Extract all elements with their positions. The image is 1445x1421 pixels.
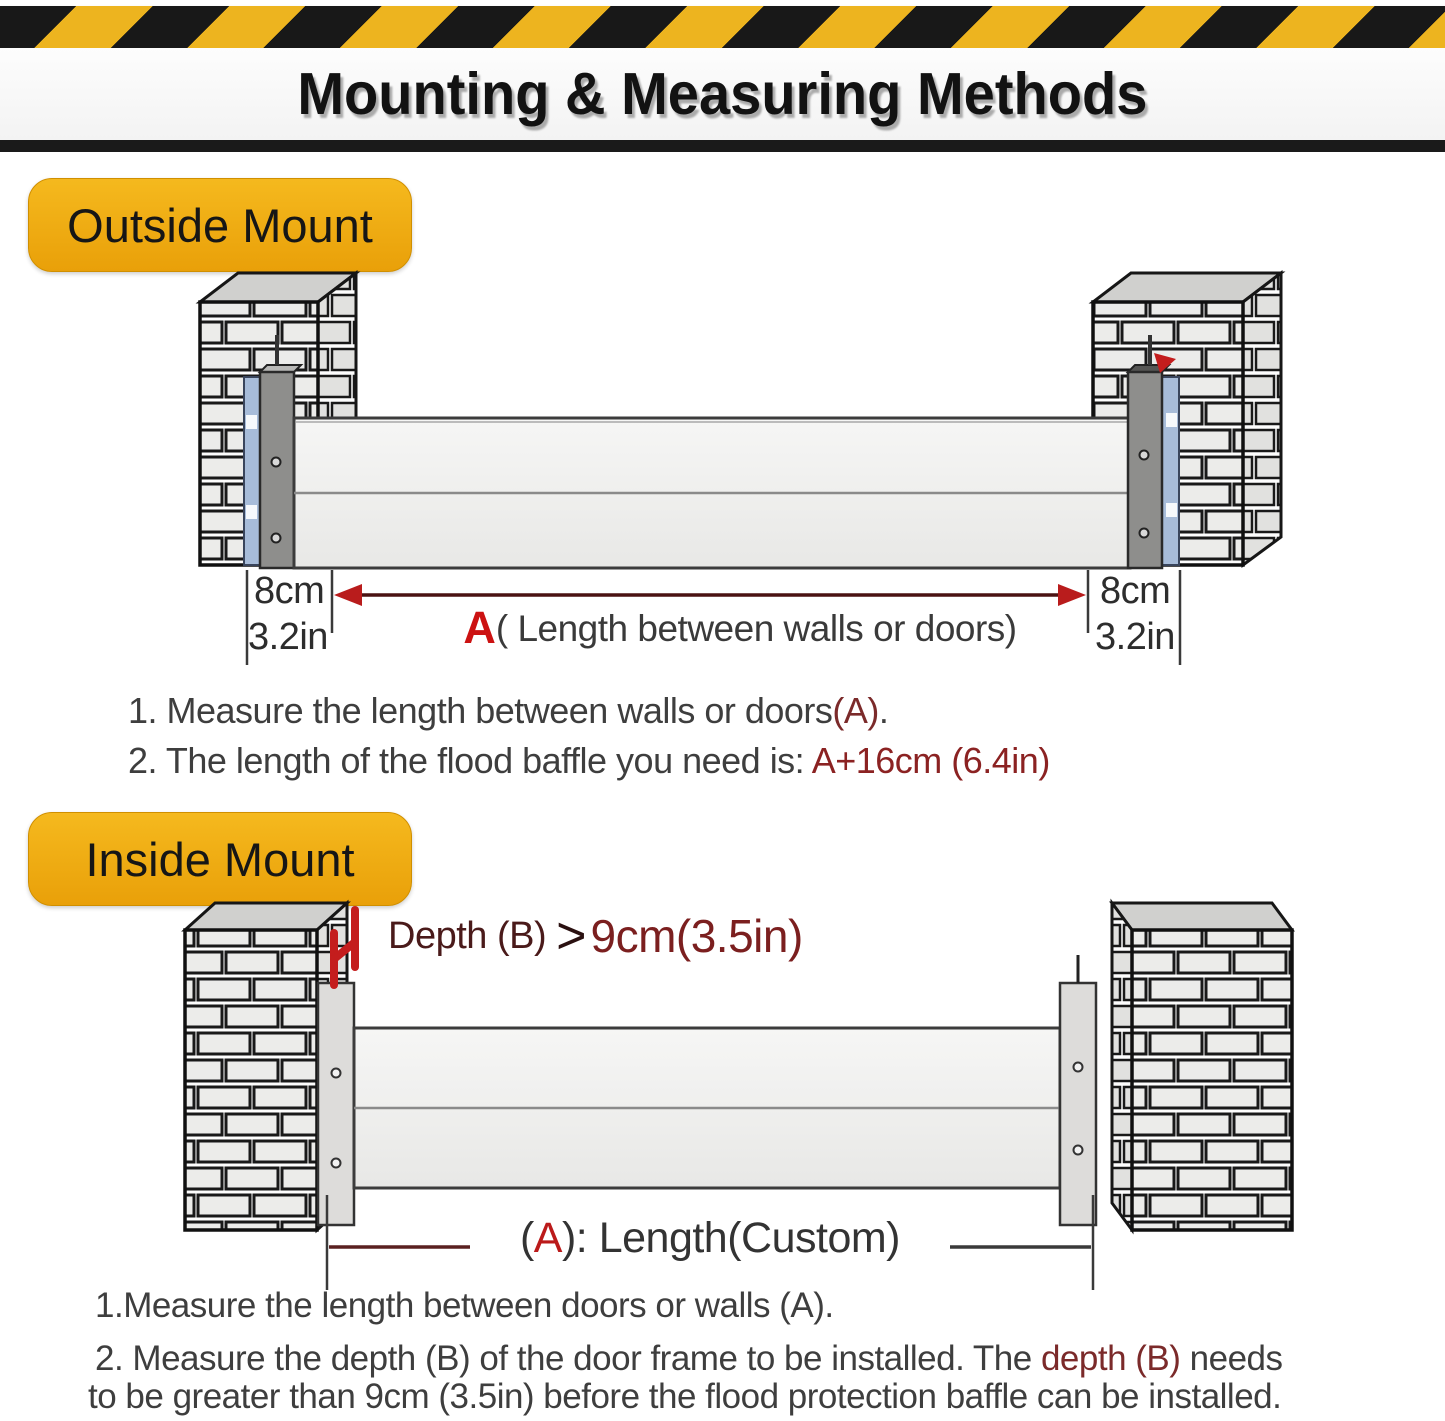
inside-step-1: 1.Measure the length between doors or walls (A). (95, 1286, 834, 1325)
inside-right-pillar (1112, 903, 1292, 1230)
span-length-accent: A (463, 602, 496, 653)
title-divider-bar (0, 140, 1445, 152)
inside-step-2-text: 2. Measure the depth (B) of the door frame to be installed. The (95, 1339, 1041, 1378)
greater-than-sign: > (556, 907, 587, 965)
hazard-stripe-banner (0, 6, 1445, 48)
inside-step-2 (95, 1339, 1283, 1379)
inside-mount-badge (28, 812, 412, 906)
custom-length-label (327, 1214, 1093, 1263)
outside-step-1-end: . (878, 690, 889, 731)
left-overlap-cm: 8cm (254, 570, 325, 612)
right-overlap-cm: 8cm (1100, 570, 1171, 612)
outside-flood-barrier (294, 418, 1130, 568)
page-title: Mounting & Measuring Methods (297, 61, 1148, 127)
outside-step-2-text: 2. The length of the flood baffle you need is: (128, 740, 812, 781)
outside-step-2-accent: A+16cm (6.4in) (811, 740, 1050, 781)
depth-label (388, 906, 803, 966)
inside-left-post (318, 983, 354, 1225)
inside-step-2-accent: depth (B) (1040, 1339, 1181, 1378)
right-overlap-in: 3.2in (1095, 616, 1175, 658)
outside-mount-badge (28, 178, 412, 272)
inside-right-post (1060, 955, 1096, 1225)
depth-label-value: 9cm(3.5in) (590, 910, 803, 962)
outside-step-1 (128, 690, 888, 732)
custom-length-accent: A (533, 1214, 562, 1262)
inside-flood-barrier (354, 1028, 1060, 1188)
inside-step-2-end: needs (1180, 1339, 1283, 1378)
inside-mount-badge-label: Inside Mount (85, 832, 355, 886)
outside-step-1-text: 1. Measure the length between walls or doors (128, 690, 833, 731)
custom-length-open: ( (519, 1214, 534, 1262)
depth-label-prefix: Depth (B) (388, 914, 547, 957)
custom-length-rest: ): Length(Custom) (561, 1214, 901, 1262)
title-band (0, 48, 1445, 140)
outside-step-1-accent: (A) (832, 690, 879, 731)
span-length-text: ( Length between walls or doors) (495, 608, 1017, 649)
outside-step-2 (128, 740, 1050, 782)
outside-mount-badge-label: Outside Mount (67, 198, 373, 252)
left-overlap-in: 3.2in (248, 616, 328, 658)
span-length-label (380, 602, 1100, 654)
inside-step-2-line2: to be greater than 9cm (3.5in) before the flood protection baffle can be installed. (88, 1377, 1282, 1416)
